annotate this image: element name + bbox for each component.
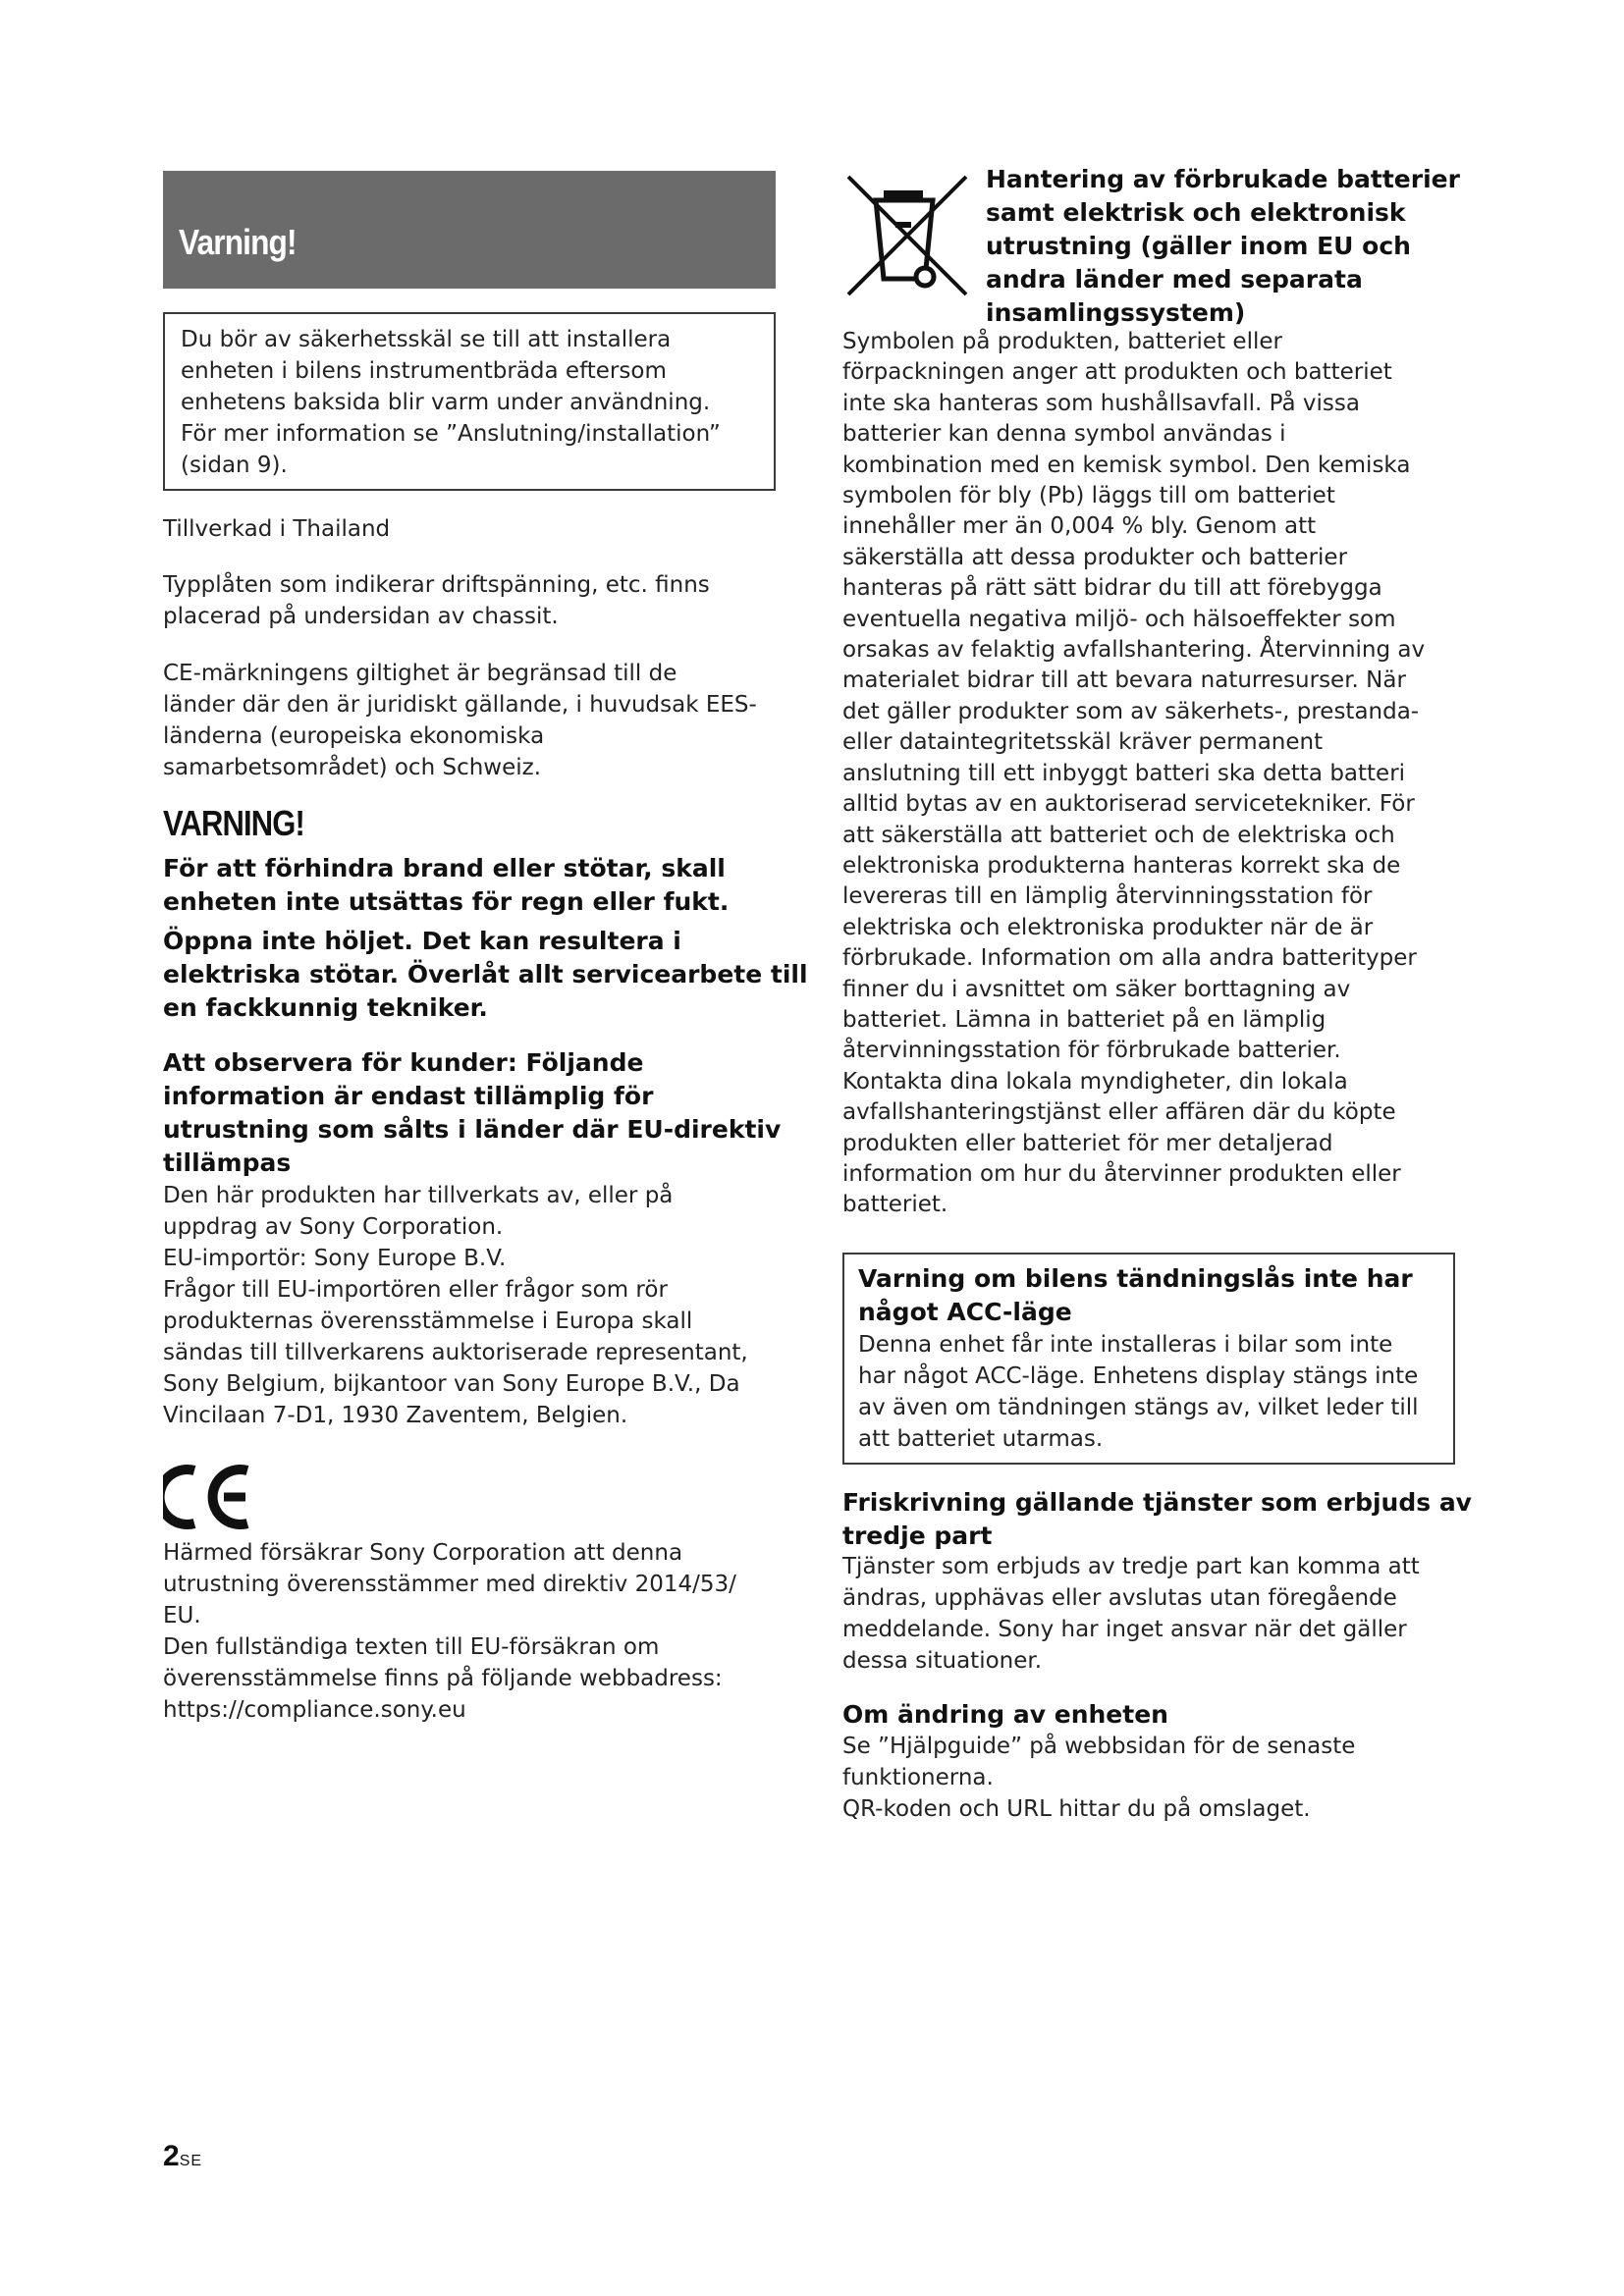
text-line: funktionerna. [842,1765,994,1790]
text-line: För mer information se ”Anslutning/installation” [181,421,721,447]
text-line: utrustning (gäller inom EU och [986,232,1411,260]
page-number-digit: 2 [163,2140,180,2172]
text-line: Friskrivning gällande tjänster som erbjuds av [842,1488,1472,1517]
text-line: samarbetsområdet) och Schweiz. [163,755,542,780]
text-line: att batteriet utarmas. [858,1426,1104,1452]
text-line: (sidan 9). [181,453,288,478]
text-line: avfallshanteringstjänst eller affären där du köpte [842,1099,1396,1126]
text-line: meddelande. Sony har inget ansvar när det gäller [842,1617,1407,1642]
text-line: enheten i bilens instrumentbräda eftersom [181,358,667,384]
acc-heading [858,1262,1439,1329]
text-line: Öppna inte höljet. Det kan resultera i [163,927,681,955]
text-line: finner du i avsnittet om säker borttagning av [842,976,1351,1002]
text-line: Typplåten som indikerar driftspänning, etc. finns [163,572,710,598]
text-line: enheten inte utsättas för regn eller fukt. [163,887,730,916]
text-line: batteriet. Lämna in batteriet på en lämplig [842,1006,1326,1033]
text-line: För att förhindra brand eller stötar, skall [163,854,726,882]
text-line: inte ska hanteras som hushållsavfall. På vissa [842,390,1360,416]
text-line: elektriska stötar. Överlåt allt servicearbete till [163,960,808,988]
text-line: Se ”Hjälpguide” på webbsidan för de senaste [842,1734,1356,1759]
text-line: EU-importör: Sony Europe B.V. [163,1246,507,1271]
text-line: länderna (europeiska ekonomiska [163,723,545,749]
third-party-heading [842,1486,1471,1553]
page-number [163,2140,202,2173]
text-line: samt elektrisk och elektronisk [986,198,1406,227]
eu-body [163,1180,791,1431]
modify-body [842,1731,1471,1825]
text-line: hanteras på rätt sätt bidrar du till att förebygga [842,575,1382,602]
text-line: säkerställa att dessa produkter och batterier [842,544,1348,570]
text-line: Den här produkten har tillverkats av, eller på [163,1183,674,1208]
text-line: produkternas överensstämmelse i Europa skall [163,1308,693,1334]
text-line: Kontakta dina lokala myndigheter, din lokala [842,1068,1348,1095]
text-line: ändras, upphävas eller avslutas utan föregående [842,1585,1397,1611]
text-line: förpackningen anger att produkten och batteriet [842,359,1392,386]
text-line: CE-märkningens giltighet är begränsad till de [163,661,677,686]
text-line: eventuella negativa miljö- och hälsoeffekter som [842,606,1396,632]
acc-body [858,1329,1439,1455]
text-line: återvinningsstation för förbrukade batterier. [842,1038,1341,1064]
text-line: dessa situationer. [842,1648,1043,1674]
nameplate-text [163,569,778,632]
text-line: placerad på undersidan av chassit. [163,604,559,629]
eu-heading [163,1046,791,1180]
text-line: symbolen för bly (Pb) läggs till om batteriet [842,483,1335,509]
text-line: Vincilaan 7-D1, 1930 Zaventem, Belgien. [163,1403,628,1428]
page-suffix: SE [179,2153,203,2169]
text-line: elektriska och elektroniska produkter när de är [842,914,1374,940]
warning-box-text [181,324,758,481]
acc-warning-box [842,1253,1455,1465]
ce-mark-icon [163,1465,257,1529]
text-line: Symbolen på produkten, batteriet eller [842,329,1282,354]
text-line: kombination med en kemisk symbol. Den kemiska [842,452,1411,478]
installation-warning-box [163,312,776,491]
text-line: utrustning som sålts i länder där EU-direktiv [163,1115,782,1144]
text-line: förbrukade. Information om alla andra batterityper [842,945,1417,972]
text-line: tredje part [842,1522,993,1550]
text-line: uppdrag av Sony Corporation. [163,1214,504,1240]
text-line: EU. [163,1603,201,1629]
text-line: elektroniska produkterna hanteras korrekt ska de [842,852,1401,879]
varning-title: VARNING! [163,803,304,843]
varning-bold-2 [163,925,808,1025]
text-line: https://compliance.sony.eu [163,1697,466,1723]
text-line: en fackkunnig tekniker. [163,993,488,1022]
text-line: innehåller mer än 0,004 % bly. Genom att [842,513,1317,540]
disposal-heading [986,163,1477,330]
text-line: av även om tändningen stängs av, vilket leder till [858,1395,1419,1420]
text-line: information är endast tillämplig för [163,1082,654,1110]
text-line: Sony Belgium, bijkantoor van Sony Europe B.V., Da [163,1371,740,1397]
text-line: länder där den är juridiskt gällande, i huvudsak EES- [163,692,757,718]
banner-title: Varning! [179,222,297,262]
text-line: anslutning till ett inbyggt batteri ska detta batteri [842,760,1406,786]
text-line: insamlingssystem) [986,298,1246,327]
declaration-text [163,1537,791,1726]
made-in-text: Tillverkad i Thailand [163,516,391,542]
text-line: orsakas av felaktig avfallshantering. Återvinning av [842,637,1426,664]
text-line: andra länder med separata [986,265,1363,294]
text-line: Att observera för kunder: Följande [163,1048,644,1077]
text-line: batterier kan denna symbol användas i [842,421,1286,448]
text-line: information om hur du återvinner produkten eller [842,1160,1401,1187]
text-line: enhetens baksida blir varm under användning. [181,390,711,415]
text-line: överensstämmelse finns på följande webbadress: [163,1666,723,1691]
text-line: det gäller produkter som av säkerhets-, prestanda- [842,698,1420,724]
text-line: Härmed försäkrar Sony Corporation att denna [163,1540,683,1566]
warning-banner [163,171,776,289]
text-line: Denna enhet får inte installeras i bilar som inte [858,1332,1393,1358]
text-line: produkten eller batteriet för mer detaljerad [842,1130,1333,1156]
text-line: Varning om bilens tändningslås inte har [858,1264,1413,1293]
modify-heading: Om ändring av enheten [842,1700,1168,1729]
text-line: sändas till tillverkarens auktoriserade representant, [163,1340,748,1365]
crossed-bin-icon [842,171,972,300]
text-line: att säkerställa att batteriet och de elektriska och [842,822,1395,848]
text-line: batteriet. [842,1192,948,1218]
text-line: Du bör av säkerhetsskäl se till att installera [181,327,672,352]
text-line: Hantering av förbrukade batterier [986,165,1460,193]
third-party-body [842,1551,1471,1677]
text-line: utrustning överensstämmer med direktiv 2014/53/ [163,1572,736,1597]
text-line: levereras till en lämplig återvinningsstation för [842,883,1373,910]
text-line: har något ACC-läge. Enhetens display stängs inte [858,1363,1419,1389]
text-line: Tjänster som erbjuds av tredje part kan komma att [842,1554,1420,1579]
text-line: något ACC-läge [858,1298,1072,1326]
ce-validity-text [163,658,791,783]
text-line: Den fullständiga texten till EU-försäkran om [163,1634,660,1660]
text-line: tillämpas [163,1148,292,1177]
text-line: materialet bidrar till att bevara naturresurser. När [842,667,1406,694]
disposal-body [842,327,1471,1221]
text-line: Frågor till EU-importören eller frågor som rör [163,1277,668,1303]
text-line: alltid bytas av en auktoriserad servicetekniker. För [842,791,1415,818]
varning-bold-1 [163,852,791,919]
text-line: eller dataintegritetsskäl kräver permanent [842,729,1324,756]
text-line: QR-koden och URL hittar du på omslaget. [842,1796,1311,1822]
